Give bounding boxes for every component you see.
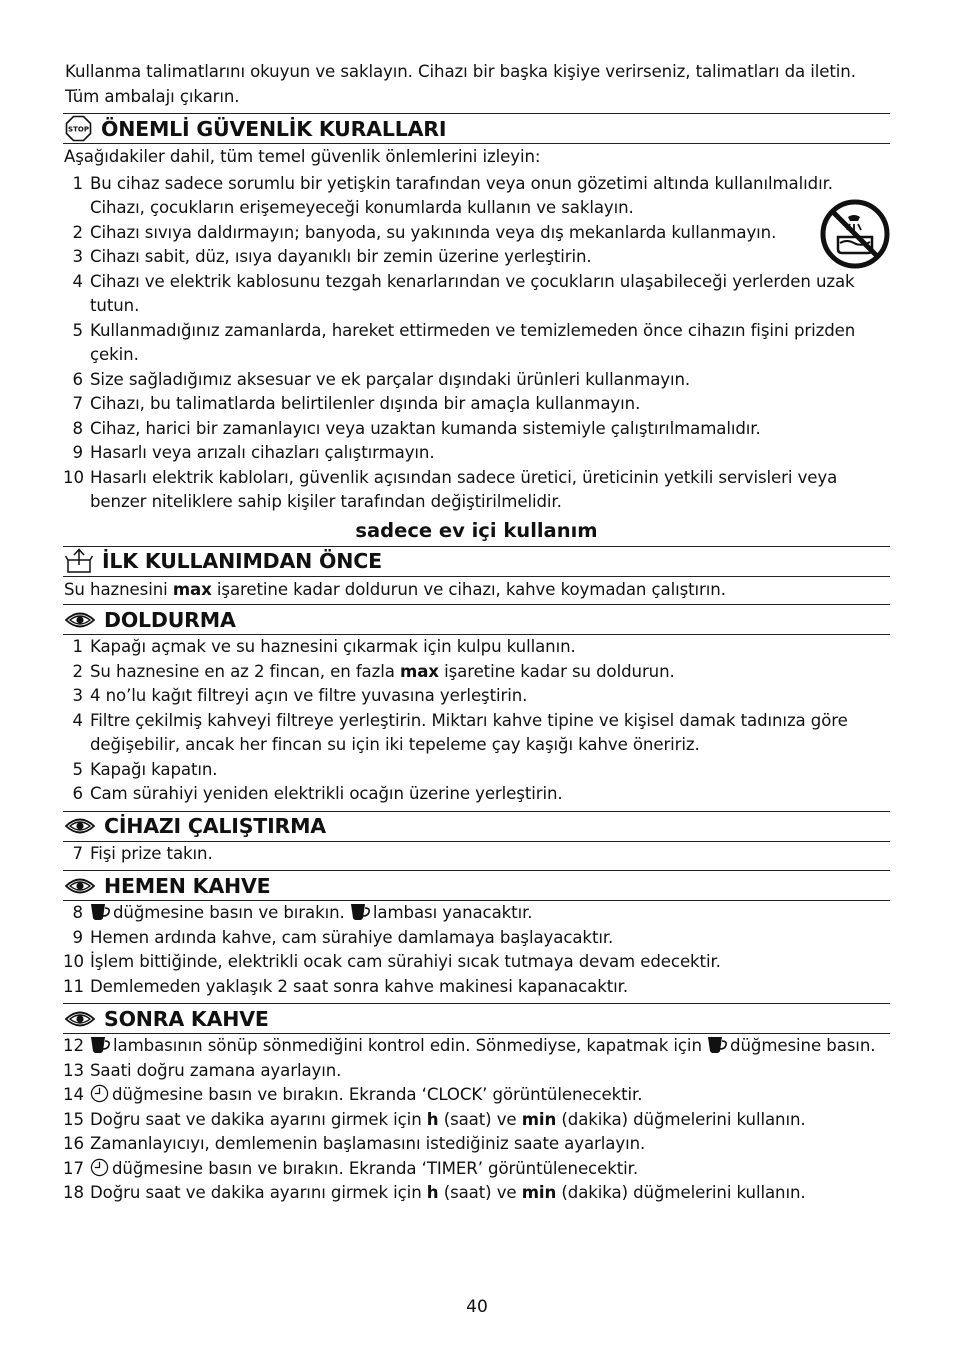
intro-line-2: Tüm ambalajı çıkarın. — [65, 86, 240, 106]
section-title: İLK KULLANIMDAN ÖNCE — [102, 549, 382, 573]
stop-icon — [65, 115, 92, 142]
section-title: ÖNEMLİ GÜVENLİK KURALLARI — [101, 116, 447, 141]
list-item: 3 Cihazı sabit, düz, ısıya dayanıklı bir zemin üzerine yerleştirin. — [72, 247, 592, 266]
intro — [65, 60, 890, 109]
list-item: 8 düğmesine basın ve bırakın. lambası yanacaktır. — [72, 903, 533, 922]
safety-list — [63, 172, 890, 515]
list-item: 1 Bu cihaz sadece sorumlu bir yetişkin tarafından veya onun gözetimi altında kullanılmalıdır. Cihazı, çocukların erişemeyeceği konumlarda kullanın ve saklayın. — [72, 173, 833, 217]
manual-page — [63, 60, 890, 1210]
cup-icon — [90, 1036, 110, 1054]
list-item: 2 Cihazı sıvıya daldırmayın; banyoda, su yakınında veya dış mekanlarda kullanmayın. — [72, 222, 777, 242]
list-item: 5 Kullanmadığınız zamanlarda, hareket ettirmeden ve temizlemeden önce cihazın fişini prizden çekin. — [72, 320, 856, 364]
list-item: 7 Fişi prize takın. — [72, 843, 213, 863]
eye-icon — [65, 817, 95, 835]
coffee-later-list — [63, 1034, 890, 1206]
list-item: 15 Doğru saat ve dakika ayarını girmek için h (saat) ve min (dakika) düğmelerini kullanın. — [63, 1109, 806, 1129]
list-item: 4 Filtre çekilmiş kahveyi filtreye yerleştirin. Miktarı kahve tipine ve kişisel damak tadınıza göre değişebilir, ancak her fincan su için iki tepeleme çay kaşığı kahve öneririz. — [72, 710, 848, 754]
section-header-first-use — [63, 546, 890, 577]
section-title: CİHAZI ÇALIŞTIRMA — [104, 814, 326, 838]
no-water-immersion-icon — [820, 199, 890, 269]
section-title: HEMEN KAHVE — [104, 873, 271, 898]
list-item: 9 Hasarlı veya arızalı cihazları çalıştırmayın. — [72, 443, 435, 462]
cup-icon — [90, 903, 110, 921]
list-item: 10 Hasarlı elektrik kabloları, güvenlik açısından sadece üretici, üreticinin yetkili servisleri veya benzer niteliklere sahip kişiler tarafından değiştirilmelidir. — [63, 467, 838, 511]
section-title: SONRA KAHVE — [104, 1006, 269, 1031]
list-item: 6 Cam sürahiyi yeniden elektrikli ocağın üzerine yerleştirin. — [72, 784, 563, 803]
household-use-note: sadece ev içi kullanım — [355, 518, 598, 542]
list-item: 8 Cihaz, harici bir zamanlayıcı veya uzaktan kumanda sistemiyle çalıştırılmamalıdır. — [72, 418, 761, 438]
list-item: 3 4 no’lu kağıt filtreyi açın ve filtre yuvasına yerleştirin. — [72, 686, 528, 705]
section-header-safety — [63, 113, 890, 144]
box-arrow-icon — [65, 548, 93, 574]
safety-lead: Aşağıdakiler dahil, tüm temel güvenlik önlemlerini izleyin: — [64, 147, 541, 166]
section-header-operate — [63, 811, 890, 842]
list-item: 16 Zamanlayıcıyı, demlemenin başlamasını istediğiniz saate ayarlayın. — [63, 1134, 646, 1153]
list-item: 14 düğmesine basın ve bırakın. Ekranda ‘CLOCK’ görüntülenecektir. — [63, 1085, 643, 1104]
filling-list — [63, 635, 890, 807]
list-item: 6 Size sağladığımız aksesuar ve ek parçalar dışındaki ürünleri kullanmayın. — [72, 369, 691, 389]
eye-icon — [65, 611, 95, 629]
intro-line-1: Kullanma talimatlarını okuyun ve saklayın. Cihazı bir başka kişiye verirseniz, talimatları da iletin. — [65, 62, 856, 81]
list-item: 13 Saati doğru zamana ayarlayın. — [63, 1060, 342, 1080]
list-item: 5 Kapağı kapatın. — [72, 759, 218, 779]
eye-icon — [65, 877, 95, 895]
clock-icon — [90, 1158, 109, 1177]
list-item: 1 Kapağı açmak ve su haznesini çıkarmak için kulpu kullanın. — [72, 637, 576, 656]
list-item: 17 düğmesine basın ve bırakın. Ekranda ‘TIMER’ görüntülenecektir. — [63, 1158, 638, 1178]
section-header-coffee-later — [63, 1003, 890, 1034]
first-use-text: Su haznesini max işaretine kadar doldurun ve cihazı, kahve koymadan çalıştırın. — [64, 579, 726, 599]
page-number: 40 — [466, 1297, 488, 1317]
cup-icon — [350, 903, 370, 921]
operate-list — [63, 842, 890, 867]
section-header-coffee-now — [63, 870, 890, 901]
list-item: 11 Demlemeden yaklaşık 2 saat sonra kahve makinesi kapanacaktır. — [63, 976, 629, 996]
stop-icon-text: STOP — [68, 125, 89, 134]
cup-icon — [707, 1036, 727, 1054]
list-item: 7 Cihazı, bu talimatlarda belirtilenler dışında bir amaçla kullanmayın. — [72, 394, 641, 413]
clock-icon — [90, 1084, 109, 1103]
section-title: DOLDURMA — [104, 607, 236, 632]
coffee-now-list — [63, 901, 890, 999]
list-item: 9 Hemen ardında kahve, cam sürahiye damlamaya başlayacaktır. — [72, 927, 614, 947]
list-item: 2 Su haznesine en az 2 fincan, en fazla max işaretine kadar su doldurun. — [72, 661, 675, 681]
list-item: 12 lambasının sönüp sönmediğini kontrol edin. Sönmediyse, kapatmak için düğmesine basın. — [63, 1036, 876, 1055]
eye-icon — [65, 1010, 95, 1028]
list-item: 18 Doğru saat ve dakika ayarını girmek için h (saat) ve min (dakika) düğmelerini kullanın. — [63, 1183, 806, 1202]
list-item: 4 Cihazı ve elektrik kablosunu tezgah kenarlarından ve çocukların ulaşabileceği yerlerden uzak tutun. — [72, 271, 855, 315]
section-header-filling — [63, 604, 890, 635]
list-item: 10 İşlem bittiğinde, elektrikli ocak cam sürahiyi sıcak tutmaya devam edecektir. — [63, 952, 721, 971]
